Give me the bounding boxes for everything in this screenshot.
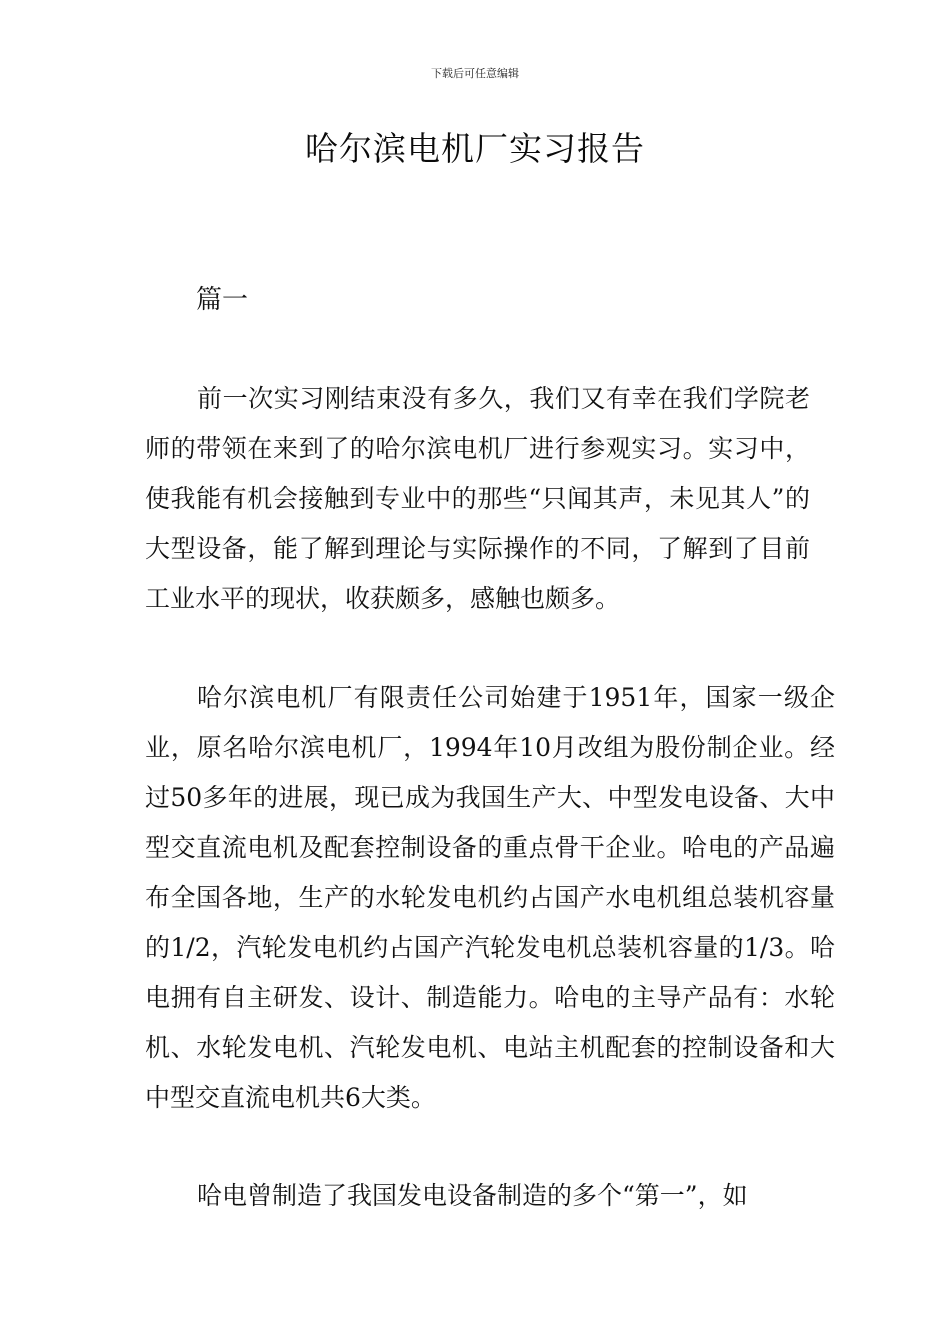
paragraph-2: 哈尔滨电机厂有限责任公司始建于1951年，国家一级企业，原名哈尔滨电机厂，1994年10月改组为股份制企业。经过50多年的进展，现已成为我国生产大、中型发电设备、大中型交直流电机及配套控制设备的重点骨干企业。哈电的产品遍布全国各地，生产的水轮发电机约占国产水电机组总装机容量的1/2，汽轮发电机约占国产汽轮发电机总装机容量的1/3。哈电拥有自主研发、设计、制造能力。哈电的主导产品有：水轮机、水轮发电机、汽轮发电机、电站主机配套的控制设备和大中型交直流电机共6大类。 xyxy=(145,683,835,1112)
paragraph-1: 前一次实习刚结束没有多久，我们又有幸在我们学院老师的带领在来到了的哈尔滨电机厂进行参观实习。实习中，使我能有机会接触到专业中的那些“只闻其声，未见其人”的大型设备，能了解到理论与实际操作的不同，了解到了目前工业水平的现状，收获颇多，感触也颇多。 xyxy=(145,384,810,613)
paragraph-3: 哈电曾制造了我国发电设备制造的多个“第一”，如 xyxy=(197,1181,748,1210)
document-title: 哈尔滨电机厂实习报告 xyxy=(305,129,645,168)
section-label: 篇一 xyxy=(196,285,249,315)
header-note: 下载后可任意编辑 xyxy=(431,67,519,80)
